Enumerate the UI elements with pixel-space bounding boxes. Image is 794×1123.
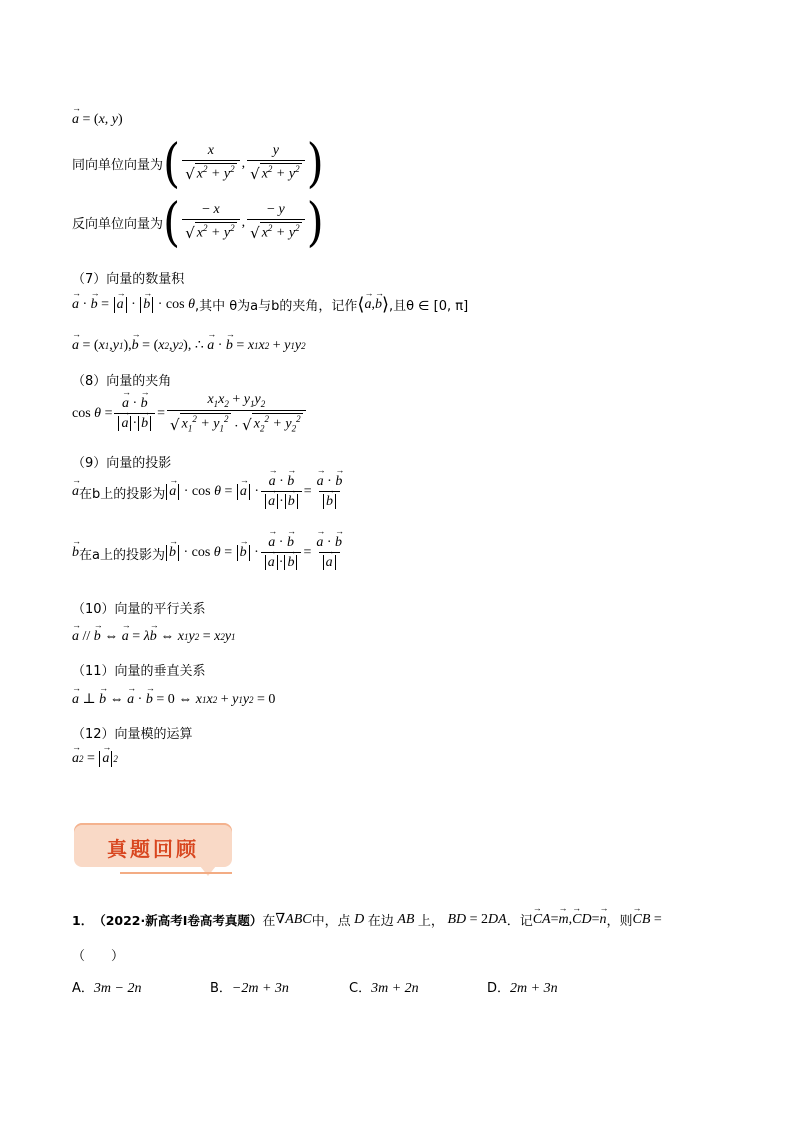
parallel-condition: → a // → b ⇔ → a = λ → b ⇔ x 1 y 2 = x 2 y 1	[72, 629, 236, 645]
option-d[interactable]	[487, 977, 558, 997]
section-11-heading: （11）向量的垂直关系	[72, 664, 206, 679]
dot-product-note: ,其中 θ为a与b的夹角，记作	[194, 299, 358, 314]
perpendicular-condition: → a ⊥ → b ⇔ → a · → b = 0 ⇔ x 1 x 2 + y 1 y 2 = 0	[72, 691, 275, 708]
question-text-6: ，则	[606, 914, 633, 929]
magnitude-formula: → a 2 = → a 2	[72, 751, 118, 767]
section-banner	[74, 823, 232, 867]
projection-b-label: 在a上的投影为	[79, 547, 165, 563]
section-7-heading: （7）向量的数量积	[72, 272, 185, 287]
unit-vector-definition: → a = ( x, y )	[72, 112, 123, 128]
option-a[interactable]	[72, 977, 141, 997]
angle-formula: cos θ = → a · → b → a ·→ b = $x_1x_2 + y_1y_2$ √ $x_1^2 + y_1^2$ · √ $x_2^2 + y_2^2$	[72, 392, 308, 435]
section-8-heading: （8）向量的夹角	[72, 374, 172, 389]
projection-a-label: 在b上的投影为	[79, 486, 166, 502]
question-number: 1．	[72, 912, 94, 928]
section-12-heading: （12）向量模的运算	[72, 727, 193, 742]
same-direction-unit-vector: 同向单位向量为 ( x √ $x^2 + y^2$ , y √ $x^2 + y^2$ )	[72, 132, 324, 195]
banner-title: 真题回顾	[107, 837, 199, 861]
option-d-value: 2m + 3n	[510, 981, 558, 996]
banner-tail	[200, 866, 216, 876]
projection-a-on-b: → a 在b上的投影为 → a · cos θ = → a · → a · → b → a ·→ b = → a · → b → b	[72, 474, 347, 510]
dot-product-coordinates: → a = ( x 1 , y 1 ), → b = ( x 2 , y 2 ), ∴ → a · → b = x 1 x 2 + y 1 y 2	[72, 337, 306, 354]
section-9-heading: （9）向量的投影	[72, 456, 172, 471]
opposite-direction-label: 反向单位向量为	[72, 217, 164, 232]
section-10-heading: （10）向量的平行关系	[72, 602, 206, 617]
answer-blank: （ ）	[72, 949, 125, 964]
question-text-2: 中，点	[311, 914, 351, 929]
option-a-label: A．	[72, 981, 94, 996]
option-b-value: −2m + 3n	[231, 981, 289, 996]
option-c-value: 3m + 2n	[371, 981, 419, 996]
option-d-label: D．	[487, 981, 511, 996]
option-c[interactable]	[349, 977, 419, 997]
dot-product-definition: → a · → b = → a · → b · cos θ ,其中 θ为a与b的夹角，记作 ⟨ → a , → b ⟩ ,且θ ∈ [0, π]	[72, 294, 468, 315]
projection-b-on-a: → b 在a上的投影为 → b · cos θ = → b · → a · → b → a ·→ b = → a · → b → a	[72, 535, 347, 571]
question-text-3: 在边	[367, 914, 394, 929]
opposite-direction-unit-vector: 反向单位向量为 ( − x √ $x^2 + y^2$ , − y √ $x^2 + y^2$ )	[72, 191, 324, 254]
question-text-5: ．记	[506, 914, 533, 929]
question-source: （2022·新高考Ⅰ卷高考真题）	[93, 912, 263, 928]
angle-range: ,且θ ∈ [0, π]	[388, 299, 469, 314]
question-text-4: 上，	[417, 914, 444, 929]
question-text-1: 在	[262, 914, 276, 929]
banner-underline	[120, 872, 232, 874]
same-direction-label: 同向单位向量为	[72, 158, 164, 173]
option-c-label: C．	[349, 981, 372, 996]
option-b[interactable]	[210, 977, 289, 997]
option-b-label: B．	[210, 981, 232, 996]
option-a-value: 3m − 2n	[93, 981, 142, 996]
question-1: 1． （2022·新高考Ⅰ卷高考真题） 在 ∇ABC 中，点 D 在边 AB 上， BD = 2DA ．记 → CA=→ m,→ CD=→ n ，则 → CB =	[72, 910, 662, 929]
